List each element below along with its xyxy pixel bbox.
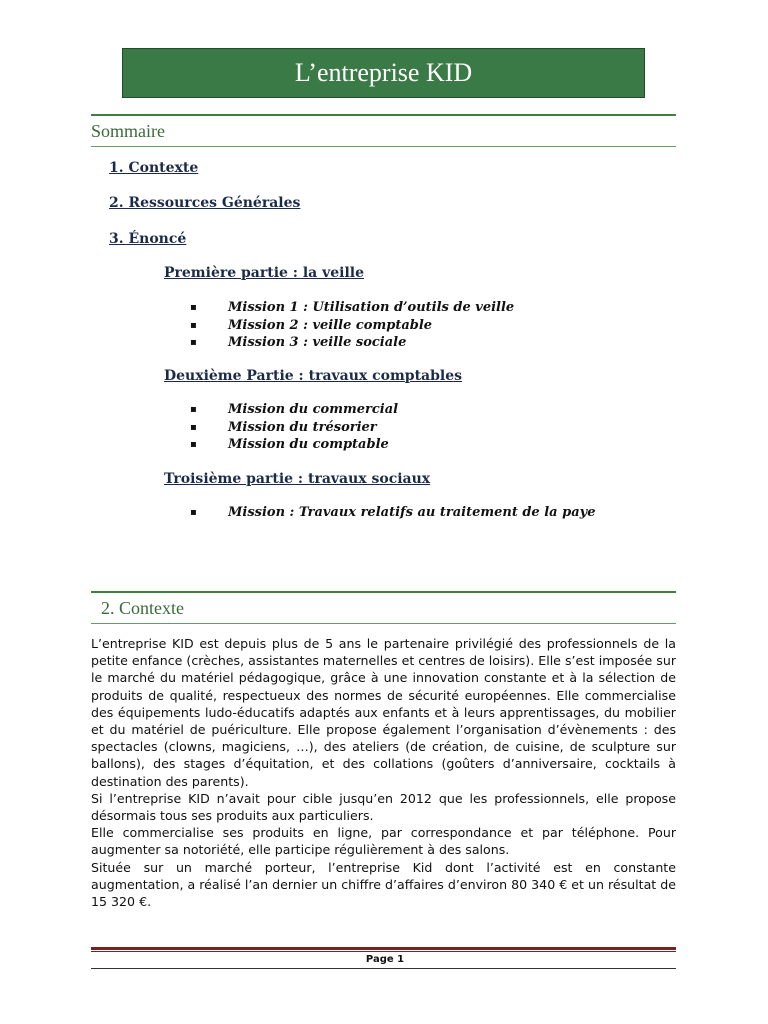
summary-heading-bar — [91, 114, 676, 147]
context-paragraph: Située sur un marché porteur, l’entreprise Kid dont l’activité est en constante augmentation, a réalisé l’an dernier un chiffre d’affaires d’environ 80 340 € et un résultat de 15 320 €. — [91, 859, 676, 910]
part-2-mission-list — [190, 401, 398, 454]
context-paragraph: Si l’entreprise KID n’avait pour cible jusqu’en 2012 que les professionnels, elle propose désormais tous ses produits aux particuliers. — [91, 790, 676, 824]
footer-rule-thin — [91, 951, 676, 952]
part-3-heading[interactable]: Troisième partie : travaux sociaux — [164, 471, 431, 487]
part-2-heading[interactable]: Deuxième Partie : travaux comptables — [164, 368, 463, 384]
toc-item-ressources[interactable]: 2. Ressources Générales — [109, 195, 301, 211]
list-item: ▪ Mission du comptable — [190, 437, 389, 452]
part-1-mission-list — [190, 299, 514, 352]
list-item: ▪ Mission 2 : veille comptable — [190, 317, 433, 333]
list-item: ▪ Mission du commercial — [190, 402, 399, 417]
context-heading: 2. Contexte — [101, 597, 184, 618]
list-item: ▪ Mission 1 : Utilisation d’outils de veille — [190, 300, 515, 315]
summary-heading: Sommaire — [91, 120, 165, 141]
footer-rule-thick — [91, 947, 676, 950]
bullet-icon: ▪ — [190, 404, 197, 415]
document-title: L’entreprise KID — [294, 58, 473, 87]
bullet-icon: ▪ — [190, 421, 197, 433]
bullet-icon: ▪ — [190, 507, 197, 518]
context-paragraph: L’entreprise KID est depuis plus de 5 ans le partenaire privilégié des professionnels de la petite enfance (crèches, assistantes maternelles et centres de loisirs). Elle s’est imposée sur le marché du matériel pédagogique, grâce à une innovation constante et à la sélection de produits de qualité, respectueux des normes de sécurité européennes. Elle commercialise des équipements ludo-éducatifs adaptés aux enfants et à leurs apprentissages, du mobilier et du matériel de puériculture. Elle propose également l’organisation d’évènements : des spectacles (clowns, magiciens, …), des ateliers (de création, de cuisine, de sculpture sur ballons), des stages d’équitation, et des collations (goûters d’anniversaire, cocktails à destination des parents). — [91, 636, 677, 789]
bullet-icon: ▪ — [190, 439, 197, 450]
page-number: Page 1 — [365, 954, 405, 965]
bullet-icon: ▪ — [190, 337, 197, 348]
document-title-box — [122, 48, 645, 98]
bullet-icon: ▪ — [190, 319, 197, 331]
list-item: ▪ Mission 3 : veille sociale — [190, 335, 407, 350]
bullet-icon: ▪ — [190, 302, 197, 313]
context-paragraph: Elle commercialise ses produits en ligne, par correspondance et par téléphone. Pour augmenter sa notoriété, elle participe régulièrement à des salons. — [91, 825, 676, 858]
part-1-heading[interactable]: Première partie : la veille — [164, 265, 365, 281]
list-item: ▪ Mission du trésorier — [190, 419, 377, 435]
list-item: ▪ Mission : Travaux relatifs au traitement de la paye — [190, 505, 596, 520]
part-3-mission-list — [190, 504, 595, 522]
toc-item-contexte[interactable]: 1. Contexte — [109, 160, 199, 176]
footer-rule-bottom — [91, 968, 676, 969]
context-heading-bar — [91, 591, 676, 624]
toc-item-enonce[interactable]: 3. Énoncé — [109, 231, 187, 247]
context-body — [91, 635, 676, 910]
